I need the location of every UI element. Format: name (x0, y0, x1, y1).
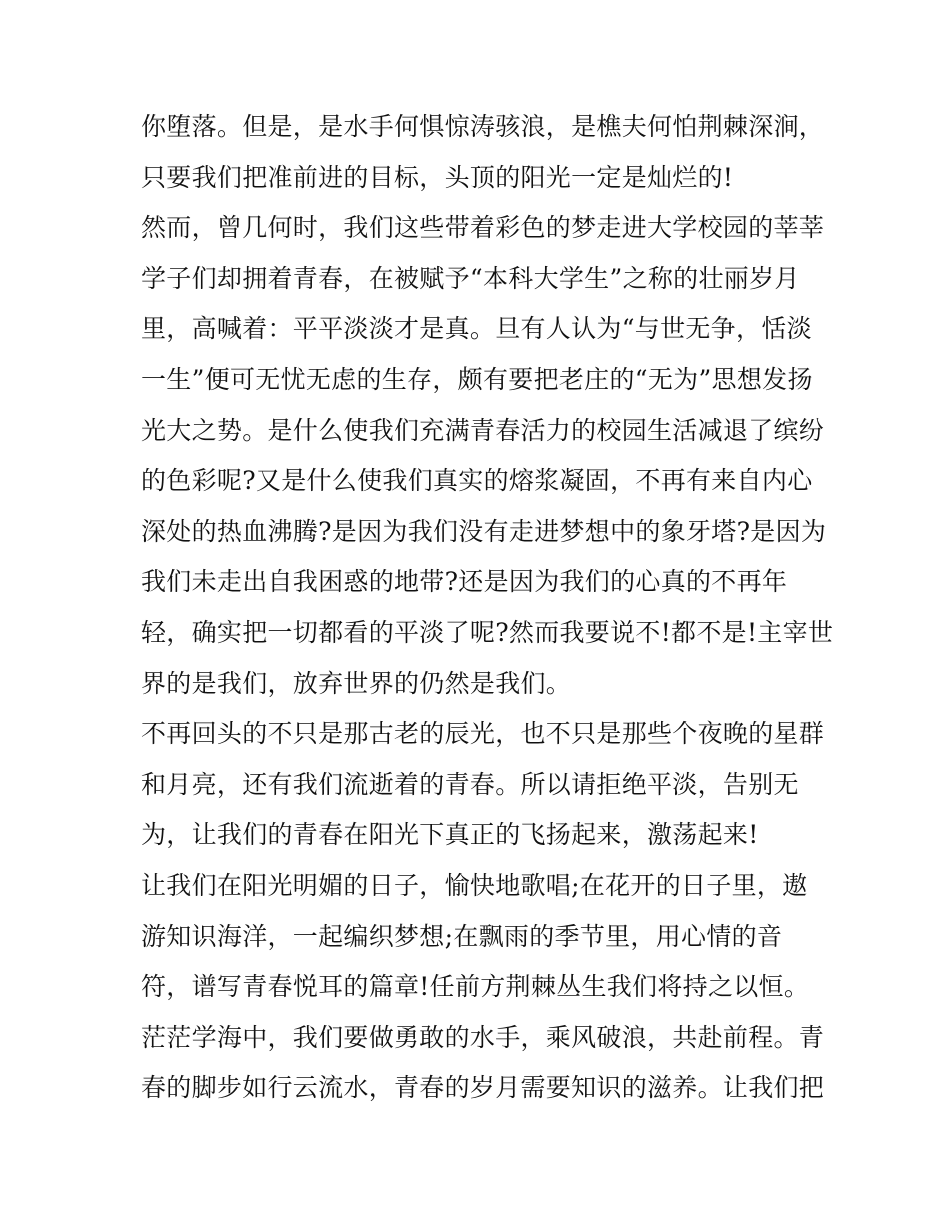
text-line-20: 春的脚步如行云流水，青春的岁月需要知识的滋养。让我们把 (141, 1073, 825, 1103)
text-line-3: 然而，曾几何时，我们这些带着彩色的梦走进大学校园的莘莘 (141, 213, 825, 243)
text-line-10: 我们未走出自我困惑的地带?还是因为我们的心真的不再年 (141, 567, 788, 597)
text-line-2: 只要我们把准前进的目标，头顶的阳光一定是灿烂的! (141, 162, 734, 192)
text-line-11: 轻，确实把一切都看的平淡了呢?然而我要说不!都不是!主宰世 (141, 617, 834, 647)
text-line-15: 为，让我们的青春在阳光下真正的飞扬起来，激荡起来! (141, 820, 759, 850)
text-line-17: 游知识海洋，一起编织梦想;在飘雨的季节里，用心情的音 (141, 921, 783, 951)
text-line-19: 茫茫学海中，我们要做勇敢的水手，乘风破浪，共赴前程。青 (141, 1022, 825, 1052)
text-line-8: 的色彩呢?又是什么使我们真实的熔浆凝固，不再有来自内心 (141, 466, 813, 496)
text-line-5: 里，高喊着：平平淡淡才是真。旦有人认为“与世无争，恬淡 (141, 314, 812, 344)
text-line-14: 和月亮，还有我们流逝着的青春。所以请拒绝平淡，告别无 (141, 769, 799, 799)
text-line-16: 让我们在阳光明媚的日子，愉快地歌唱;在花开的日子里，遨 (141, 870, 808, 900)
text-line-18: 符，谱写青春悦耳的篇章!任前方荆棘丛生我们将持之以恒。 (141, 972, 810, 1002)
text-line-13: 不再回头的不只是那古老的辰光，也不只是那些个夜晚的星群 (141, 719, 825, 749)
text-line-4: 学子们却拥着青春，在被赋予“本科大学生”之称的壮丽岁月 (141, 263, 800, 293)
document-text-body (141, 102, 834, 1114)
text-line-1: 你堕落。但是，是水手何惧惊涛骇浪，是樵夫何怕荆棘深涧， (141, 112, 825, 141)
text-line-12: 界的是我们，放弃世界的仍然是我们。 (141, 668, 572, 698)
text-line-9: 深处的热血沸腾?是因为我们没有走进梦想中的象牙塔?是因为 (141, 516, 827, 546)
text-line-7: 光大之势。是什么使我们充满青春活力的校园生活减退了缤纷 (141, 415, 825, 445)
text-line-6: 一生”便可无忧无虑的生存，颇有要把老庄的“无为”思想发扬 (141, 364, 813, 394)
